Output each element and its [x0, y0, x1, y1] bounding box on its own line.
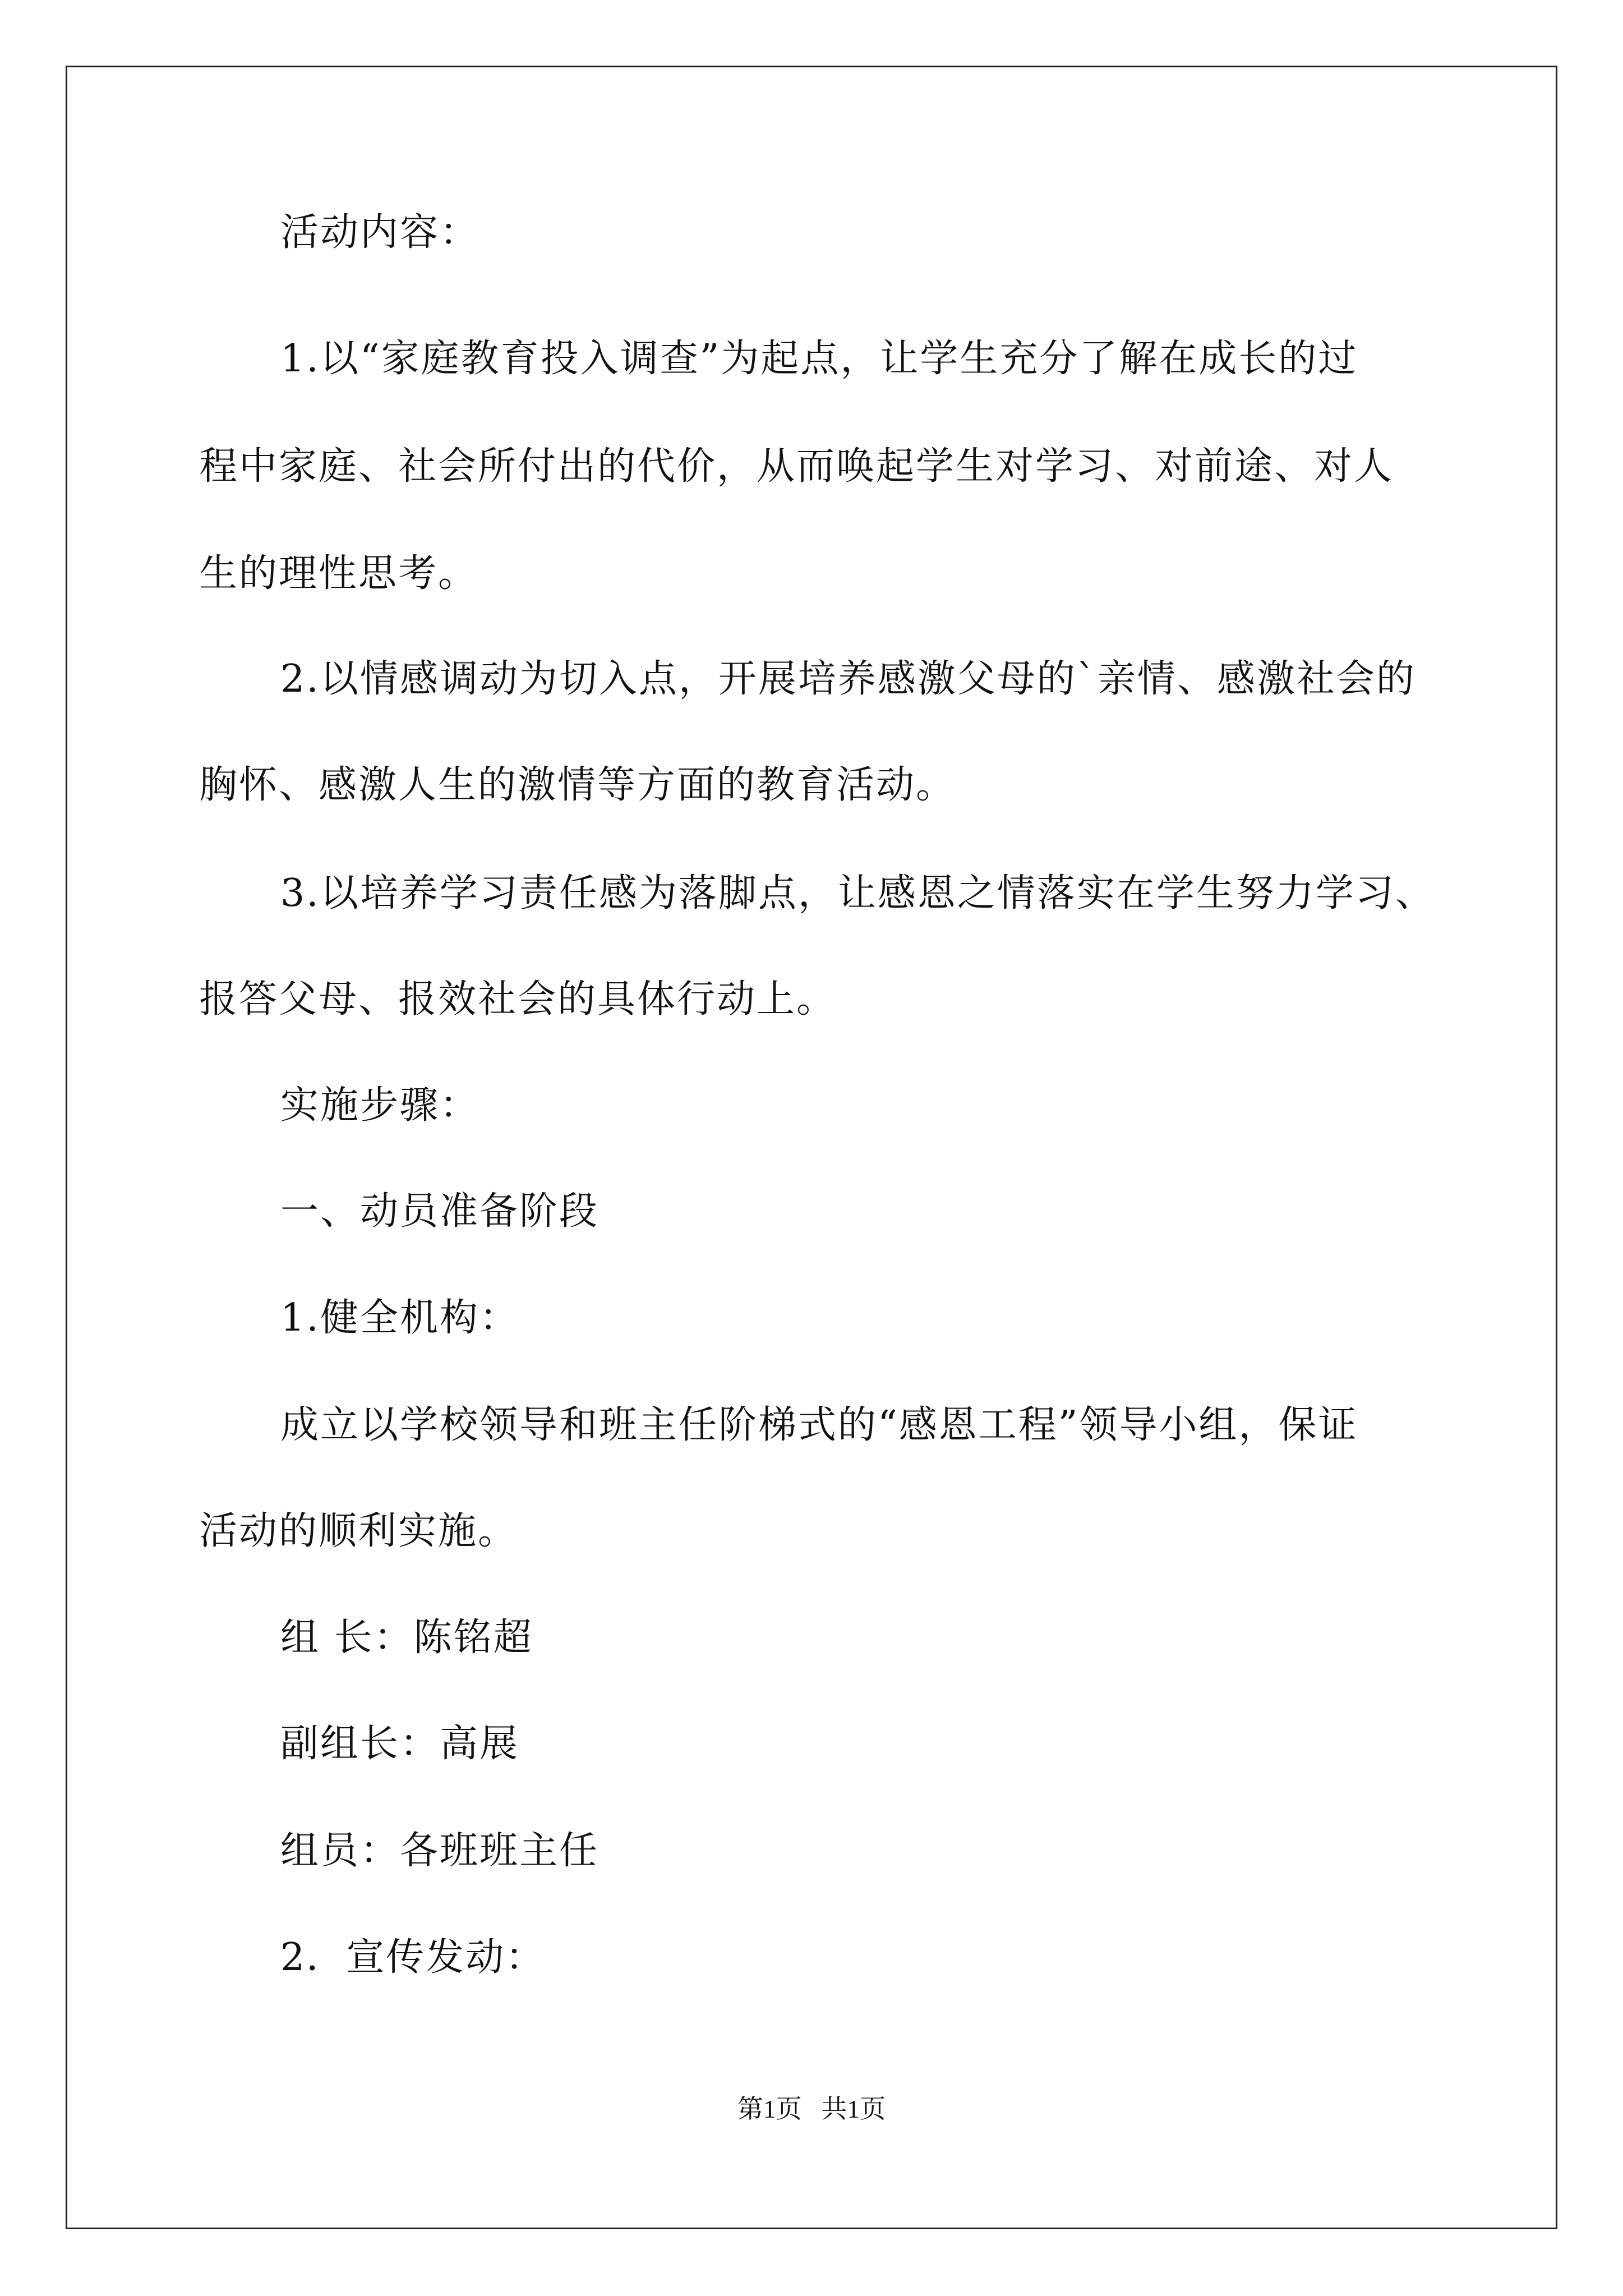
paragraph-line: 活动的顺利实施。: [199, 1509, 518, 1553]
page-border: [66, 66, 1557, 2229]
section-heading-implementation-steps: 实施步骤：: [280, 1083, 480, 1128]
paragraph-line: 程中家庭、社会所付出的代价，从而唤起学生对学习、对前途、对人: [199, 444, 1394, 489]
paragraph-line: 1.以“家庭教育投入调查”为起点，让学生充分了解在成长的过: [280, 337, 1358, 381]
members-line: 组员：各班班主任: [280, 1829, 600, 1873]
subheading-publicity: 2．宣传发动：: [280, 1935, 546, 1980]
subheading-organization: 1.健全机构：: [280, 1296, 519, 1340]
paragraph-line: 报答父母、报效社会的具体行动上。: [199, 977, 837, 1022]
deputy-leader-line: 副组长：高展: [280, 1722, 520, 1766]
page-number-footer: 第1页 共1页: [737, 2095, 886, 2123]
paragraph-line: 生的理性思考。: [199, 551, 478, 596]
paragraph-line: 成立以学校领导和班主任阶梯式的“感恩工程”领导小组，保证: [280, 1403, 1358, 1447]
section-heading-mobilization-stage: 一、动员准备阶段: [280, 1189, 600, 1234]
paragraph-line: 2.以情感调动为切入点，开展培养感激父母的`亲情、感激社会的: [280, 657, 1416, 701]
group-leader-line: 组 长：陈铭超: [280, 1616, 533, 1660]
paragraph-line: 3.以培养学习责任感为落脚点，让感恩之情落实在学生努力学习、: [280, 871, 1435, 915]
section-heading-activity-content: 活动内容：: [280, 210, 480, 255]
paragraph-line: 胸怀、感激人生的激情等方面的教育活动。: [199, 763, 956, 807]
